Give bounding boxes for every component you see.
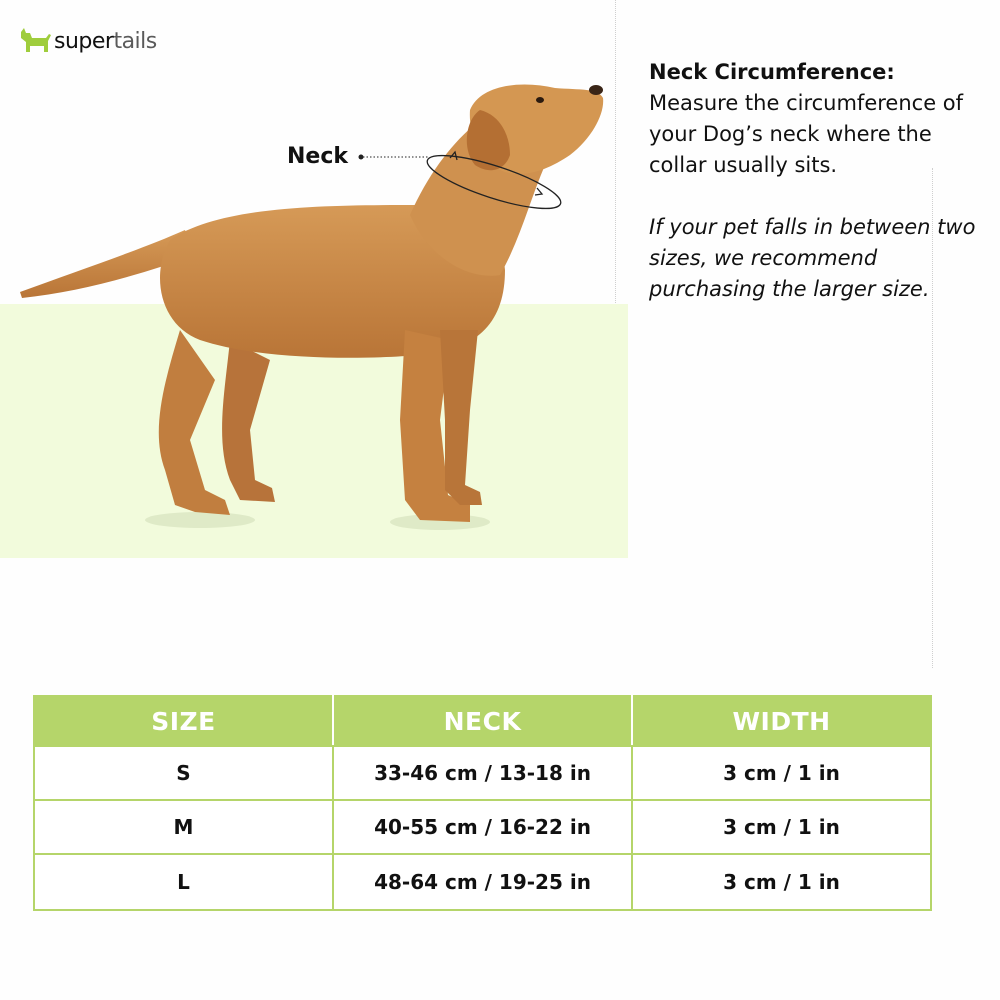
table-row	[34, 854, 931, 910]
cell-size: M	[34, 800, 333, 854]
neck-label: Neck	[287, 144, 349, 169]
cell-width: 3 cm / 1 in	[632, 854, 931, 910]
cell-neck: 40-55 cm / 16-22 in	[333, 800, 632, 854]
cell-size: L	[34, 854, 333, 910]
size-chart-table	[33, 695, 932, 911]
instructions-heading: Neck Circumference:	[649, 60, 895, 84]
dog-logo-icon	[18, 26, 52, 56]
cell-width: 3 cm / 1 in	[632, 746, 931, 800]
header-width: WIDTH	[632, 696, 931, 746]
brand-logo	[18, 26, 157, 56]
table-row	[34, 800, 931, 854]
header-neck: NECK	[333, 696, 632, 746]
brand-name: supertails	[54, 28, 157, 54]
table-header-row	[34, 696, 931, 746]
cell-neck: 33-46 cm / 13-18 in	[333, 746, 632, 800]
dog-illustration	[0, 60, 628, 540]
cell-neck: 48-64 cm / 19-25 in	[333, 854, 632, 910]
table-row	[34, 746, 931, 800]
cell-size: S	[34, 746, 333, 800]
instructions-body: Measure the circumference of your Dog’s neck where the collar usually sits.	[649, 91, 964, 177]
measurement-instructions	[649, 57, 994, 305]
cell-width: 3 cm / 1 in	[632, 800, 931, 854]
header-size: SIZE	[34, 696, 333, 746]
size-note: If your pet falls in between two sizes, we recommend purchasing the larger size.	[649, 215, 976, 301]
